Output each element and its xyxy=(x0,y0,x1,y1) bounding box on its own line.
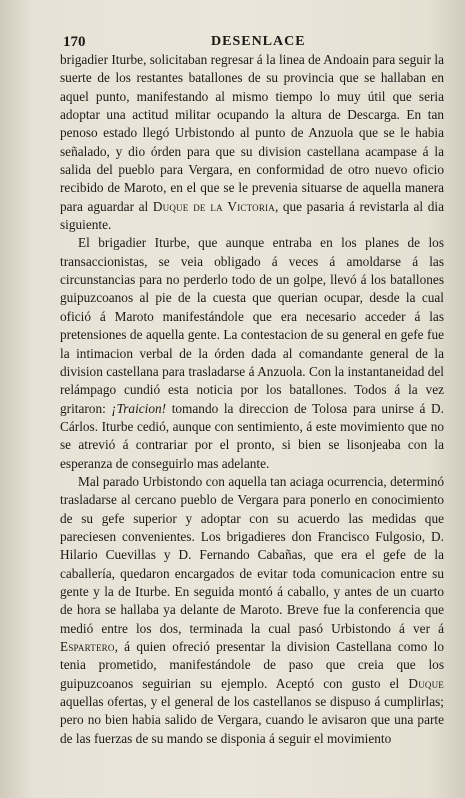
small-caps-run: Duque de la Victoria xyxy=(152,198,275,214)
text-run: , que pasaria á revistarla al dia siguiente. xyxy=(60,198,444,233)
text-run: brigadier Iturbe, solicitaban regresar á la linea de Andoain para seguir la suerte de los restantes batallones de su provincia que se hallaban en aquel punto, manifestando al mismo tiempo lo muy útil que seria adoptar una actitud militar ocupando la altura de Descarga. En tan penoso estado llegó Urbistondo al punto de Anzuola que se le habia señalado, y dio órden para que su division castellana acampase á la salida del pueblo para Vergara, en conformidad de otro nuevo oficio recibido de Maroto, en el que se le prevenia situarse de aquella manera para aguardar al xyxy=(60,52,444,214)
text-run: Mal parado Urbistondo con aquella tan aciaga ocurrencia, determinó trasladarse al cercano pueblo de Vergara para ponerlo en conocimiento de su gefe superior y adoptar con su acuerdo las medidas que pareciesen convenientes. Los brigadieres don Francisco Fulgosio, D. Hilario Cuevillas y D. Fernando Cabañas, que era el gefe de la caballería, quedaron encargados de evitar toda comunicacion entre su gente y la de Iturbe. En seguida montó á caballo, y antes de un cuarto de hora se hallaba ya delante de Maroto. Breve fue la conferencia que medió entre los dos, terminada la cual pasó Urbistondo á ver á xyxy=(60,473,444,636)
body-text xyxy=(60,51,444,748)
italic-run: ¡Traicion! xyxy=(111,400,167,416)
running-head: DESENLACE xyxy=(211,34,306,49)
text-run: tomando la direccion de Tolosa para unirse á D. Cárlos. Iturbe cedió, aunque con sentimiento, á este movimiento que no se atrevió á contrariar por el pronto, si bien se lisonjeaba con la esperanza de conseguirlo mas adelante. xyxy=(60,400,444,471)
text-run: aquellas ofertas, y el general de los castellanos se dispuso á cumplirlas; pero no bien habia salido de Vergara, cuando le avisaron que una parte de las fuerzas de su mando se disponia á seguir el movimiento xyxy=(60,694,444,746)
paragraph xyxy=(60,473,444,748)
paragraph xyxy=(60,51,444,234)
text-run: El brigadier Iturbe, que aunque entraba en los planes de los transaccionistas, se veia obligado á veces á amoldarse á las circunstancias para no perderlo todo de un golpe, llevó á los batallones guipuzcoanos al pie de la cuesta que querian ocupar, desde la cual ofició á Maroto manifestándole que era necesario acceder á las pretensiones de aquella gente. La contestacion de su general en gefe fue la intimacion verbal de la órden dada al comandante general de la division castellana para trasladarse á Anzuola. Con la instantaneidad del relámpago cundió esta noticia por los batallones. Todos á la vez gritaron: xyxy=(60,235,444,416)
small-caps-run: Duque xyxy=(408,675,444,691)
text-run: , á quien ofreció presentar la division Castellana como lo tenia prometido, manifestándole de paso que creia que los guipuzcoanos seguirian su ejemplo. Aceptó con gusto el xyxy=(60,639,444,691)
small-caps-run: Espartero xyxy=(60,639,115,654)
page-number: 170 xyxy=(63,34,86,50)
page-header xyxy=(63,30,435,50)
paragraph xyxy=(60,234,444,472)
